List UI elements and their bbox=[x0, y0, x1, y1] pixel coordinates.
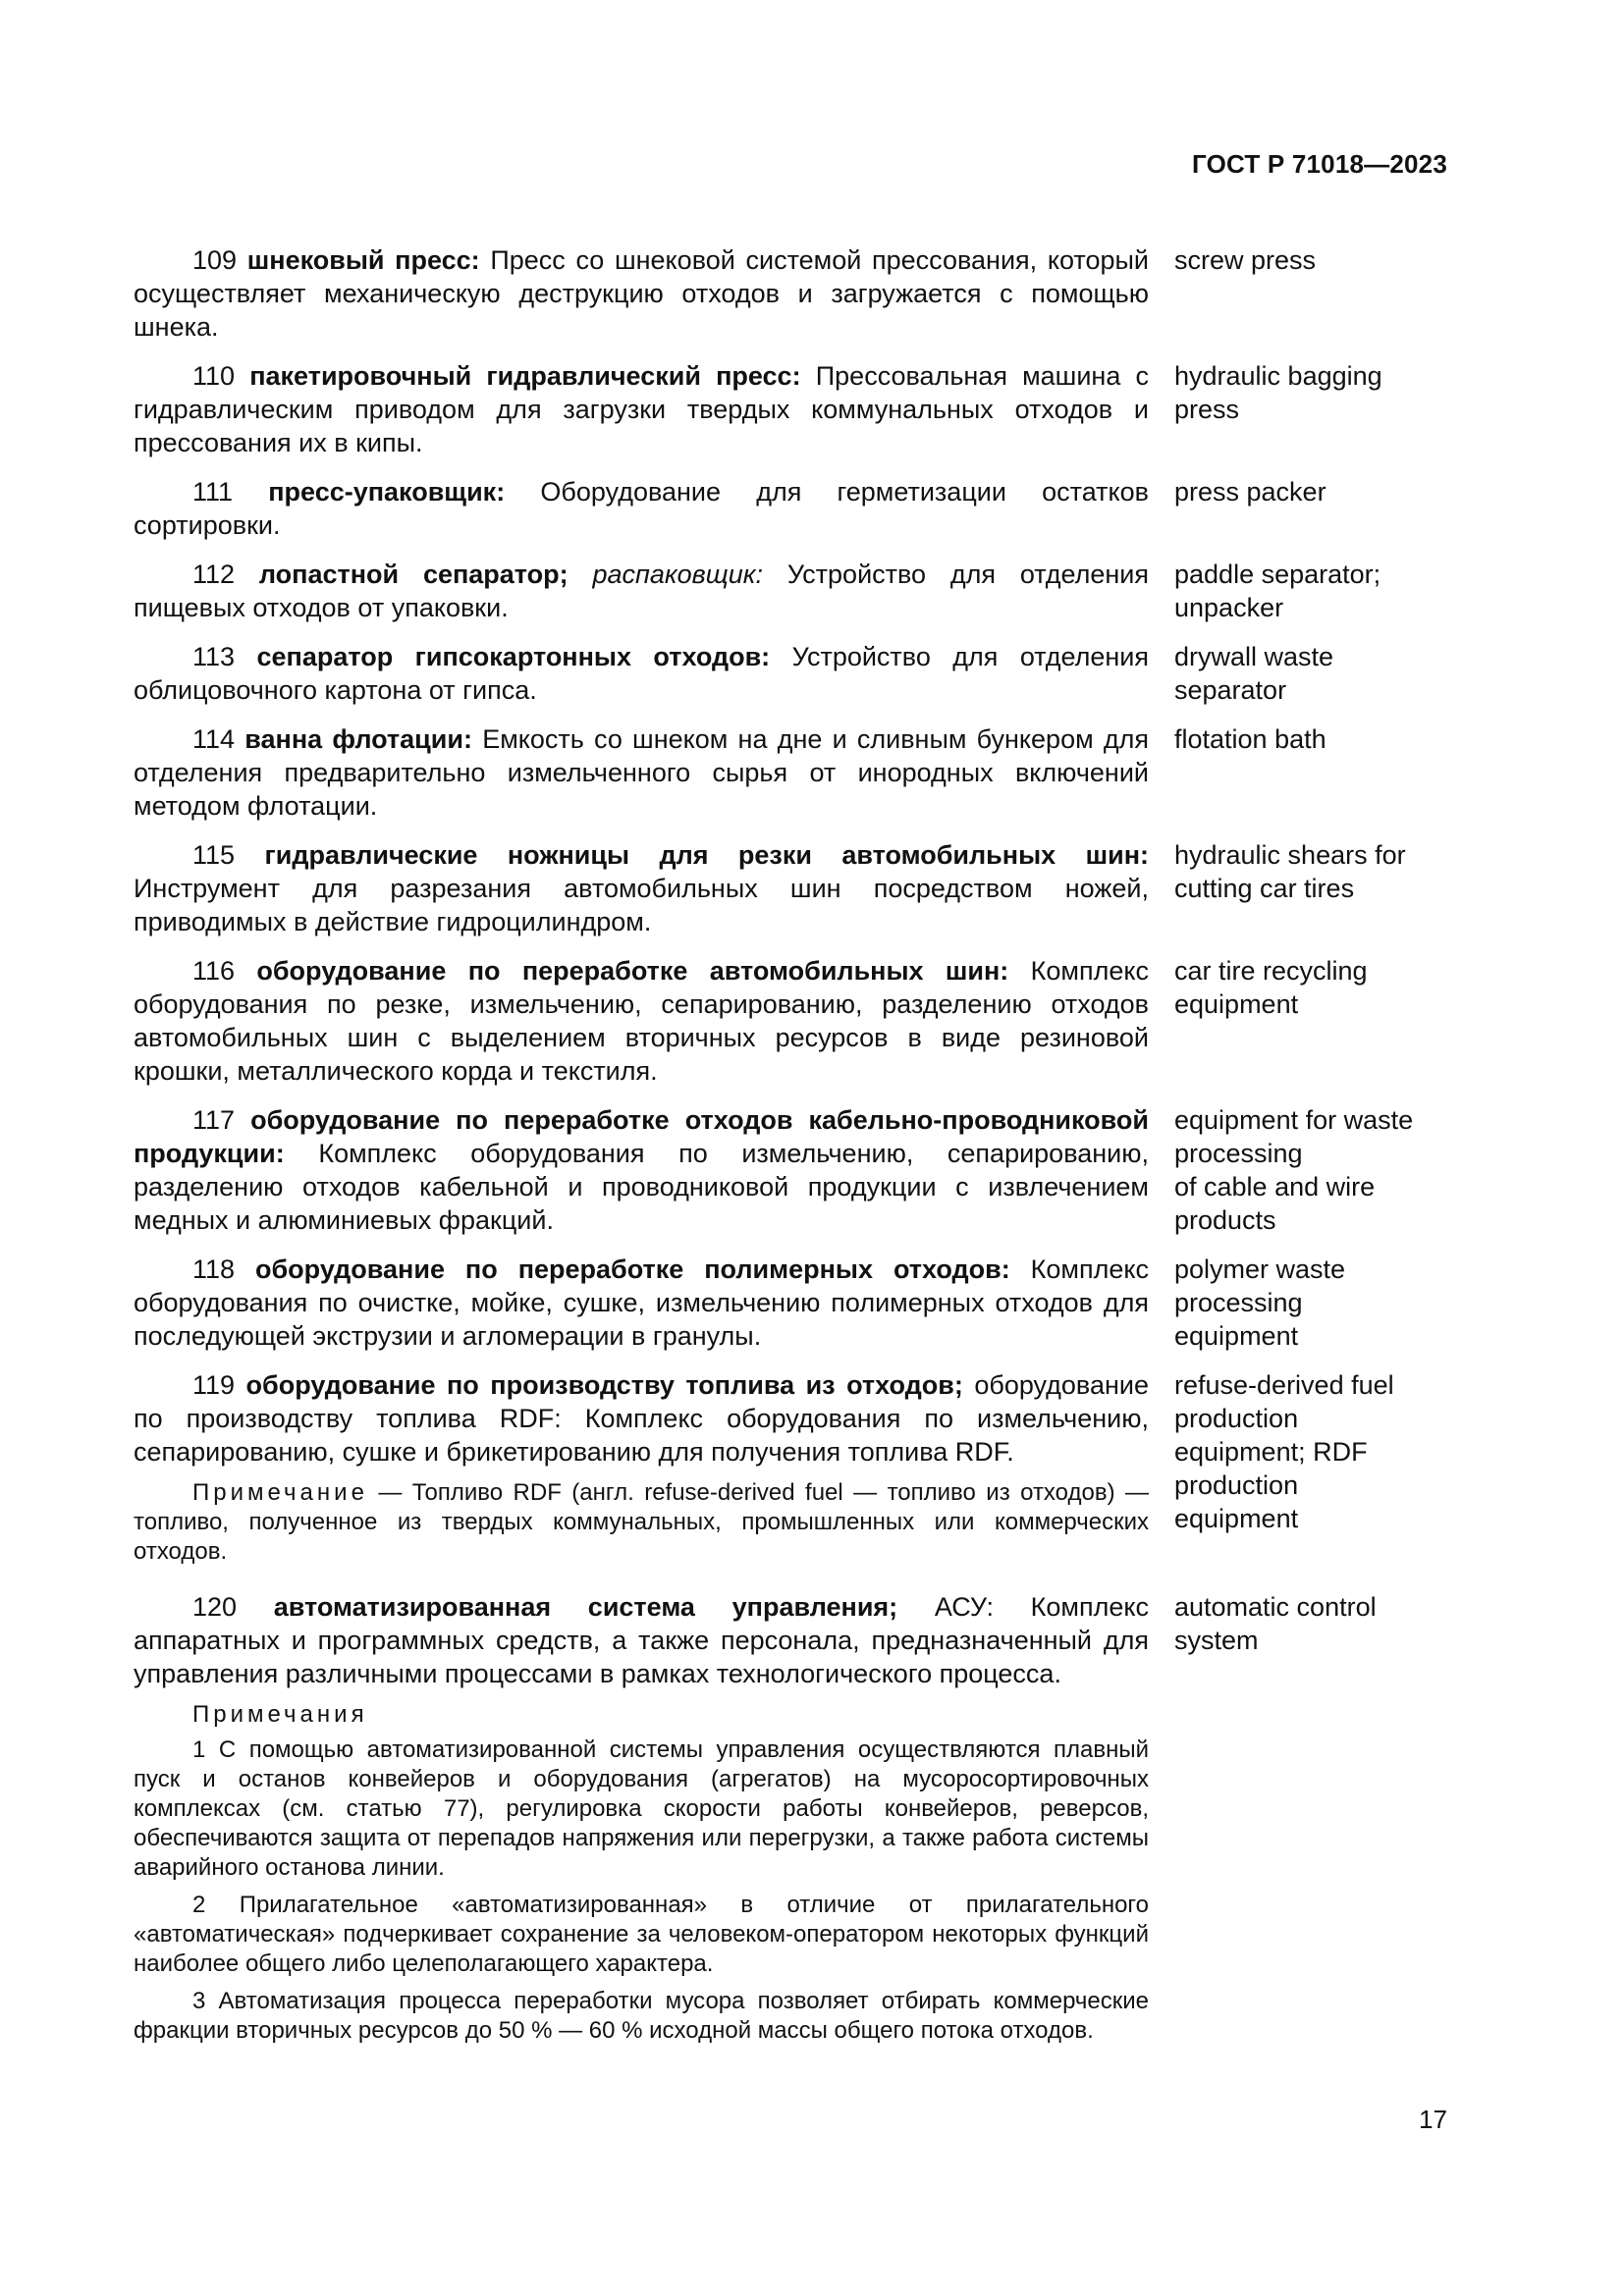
english-equivalent: car tire recycling equipment bbox=[1174, 956, 1368, 1019]
english-equivalent: automatic control system bbox=[1174, 1592, 1377, 1655]
term-number: 117 bbox=[192, 1105, 236, 1135]
note-heading: Примечание bbox=[192, 1479, 368, 1506]
english-equivalent: drywall waste separator bbox=[1174, 642, 1334, 705]
english-equivalent: press packer bbox=[1174, 477, 1326, 507]
term-number: 112 bbox=[192, 560, 236, 589]
term-entry-118 bbox=[134, 1253, 1439, 1353]
term-number: 116 bbox=[192, 956, 236, 986]
term-definition: Оборудование для герметизации остатков сортировки. bbox=[134, 477, 1149, 540]
term-number: 115 bbox=[192, 840, 236, 870]
note-1: 1 С помощью автоматизированной системы управления осуществляются плавный пуск и останов конвейеров и оборудования (агрегатов) на мусоросортировочных комплексах (см. статью 77), регулировка скорости работы конвейеров, реверсов, обеспечиваются защита от перепадов напряжения или перегрузки, а также работа системы аварийного останова линии. bbox=[134, 1736, 1149, 1881]
term-synonym: распаковщик: bbox=[592, 560, 763, 589]
term-entry-111 bbox=[134, 475, 1439, 542]
term-name: пакетировочный гидравлический пресс: bbox=[249, 361, 801, 391]
term-name: оборудование по производству топлива из отходов; bbox=[245, 1370, 963, 1400]
english-equivalent: hydraulic shears for cutting car tires bbox=[1174, 840, 1406, 903]
term-name: автоматизированная система управления; bbox=[273, 1592, 898, 1622]
english-equivalent: polymer waste processing equipment bbox=[1174, 1255, 1346, 1351]
term-definition: Емкость со шнеком на дне и сливным бункером для отделения предварительно измельченного сырья от инородных включений методом флотации. bbox=[134, 724, 1149, 821]
term-entry-110 bbox=[134, 359, 1439, 459]
english-equivalent: screw press bbox=[1174, 245, 1317, 275]
term-name: лопастной сепаратор; bbox=[258, 560, 568, 589]
note-3: 3 Автоматизация процесса переработки мусора позволяет отбирать коммерческие фракции вторичных ресурсов до 50 % — 60 % исходной массы общего потока отходов. bbox=[134, 1988, 1149, 2044]
term-number: 114 bbox=[192, 724, 236, 754]
term-definition: Устройство для отделения пищевых отходов от упаковки. bbox=[134, 560, 1149, 622]
term-entry-120 bbox=[134, 1590, 1439, 2054]
notes-heading: Примечания bbox=[192, 1701, 368, 1728]
note-text: — Топливо RDF (англ. refuse-derived fuel — топливо из отходов) — топливо, полученное из твердых коммунальных, промышленных или коммерческих отходов. bbox=[134, 1479, 1149, 1565]
term-name: пресс-упаковщик: bbox=[268, 477, 506, 507]
term-definition: Комплекс оборудования по резке, измельчению, сепарированию, разделению отходов автомобильных шин с выделением вторичных ресурсов в виде резиновой крошки, металлического корда и текстиля. bbox=[134, 956, 1149, 1086]
term-entry-114 bbox=[134, 722, 1439, 823]
english-equivalent: flotation bath bbox=[1174, 724, 1326, 754]
english-equivalent: equipment for waste processing of cable and wire products bbox=[1174, 1105, 1414, 1235]
term-entry-119 bbox=[134, 1368, 1439, 1575]
term-definition: Комплекс оборудования по измельчению, сепарированию, разделению отходов кабельной и проводниковой продукции с извлечением медных и алюминиевых фракций. bbox=[134, 1139, 1149, 1235]
note-block bbox=[134, 1478, 1149, 1567]
term-name: сепаратор гипсокартонных отходов: bbox=[256, 642, 771, 671]
notes-block bbox=[134, 1700, 1149, 2046]
term-name: ванна флотации: bbox=[244, 724, 472, 754]
page-number: 17 bbox=[1419, 2105, 1447, 2134]
term-definition: оборудование по производству топлива RDF: Комплекс оборудования по измельчению, сепарированию, сушке и брикетированию для получения топлива RDF. bbox=[134, 1370, 1149, 1467]
term-name: шнековый пресс: bbox=[246, 245, 480, 275]
term-name: оборудование по переработке отходов кабельно-проводниковой продукции: bbox=[134, 1105, 1149, 1168]
term-number: 119 bbox=[192, 1370, 236, 1400]
term-number: 111 bbox=[192, 477, 234, 507]
term-definition: Устройство для отделения облицовочного картона от гипса. bbox=[134, 642, 1149, 705]
term-definition: Инструмент для разрезания автомобильных шин посредством ножей, приводимых в действие гидроцилиндром. bbox=[134, 874, 1149, 936]
term-number: 109 bbox=[192, 245, 238, 275]
term-entry-109 bbox=[134, 243, 1439, 344]
english-equivalent: paddle separator; unpacker bbox=[1174, 560, 1381, 622]
term-number: 120 bbox=[192, 1592, 238, 1622]
english-equivalent: refuse-derived fuel production equipment; RDF production equipment bbox=[1174, 1370, 1394, 1533]
term-number: 118 bbox=[192, 1255, 236, 1284]
term-entry-116 bbox=[134, 954, 1439, 1088]
term-entry-112 bbox=[134, 558, 1439, 624]
term-number: 113 bbox=[192, 642, 236, 671]
term-entry-117 bbox=[134, 1103, 1439, 1237]
term-name: оборудование по переработке автомобильных шин: bbox=[256, 956, 1009, 986]
note-2: 2 Прилагательное «автоматизированная» в отличие от прилагательного «автоматическая» подчеркивает сохранение за человеком-оператором некоторых функций наиболее общего либо целеполагающего характера. bbox=[134, 1892, 1149, 1977]
terms-list bbox=[134, 243, 1439, 2069]
english-equivalent: hydraulic bagging press bbox=[1174, 361, 1382, 424]
term-definition: Комплекс аппаратных и программных средств, а также персонала, предназначенный для управления различными процессами в рамках технологического процесса. bbox=[134, 1592, 1149, 1688]
term-number: 110 bbox=[192, 361, 236, 391]
term-name: гидравлические ножницы для резки автомобильных шин: bbox=[264, 840, 1149, 870]
term-entry-113 bbox=[134, 640, 1439, 707]
document-number: ГОСТ Р 71018—2023 bbox=[1192, 149, 1447, 179]
term-definition: Прессовальная машина с гидравлическим приводом для загрузки твердых коммунальных отходов и прессования их в кипы. bbox=[134, 361, 1149, 457]
term-synonym: АСУ: bbox=[934, 1592, 994, 1622]
term-name: оборудование по переработке полимерных отходов: bbox=[255, 1255, 1010, 1284]
term-definition: Комплекс оборудования по очистке, мойке, сушке, измельчению полимерных отходов для последующей экструзии и агломерации в гранулы. bbox=[134, 1255, 1149, 1351]
term-definition: Пресс со шнековой системой прессования, который осуществляет механическую деструкцию отходов и загружается с помощью шнека. bbox=[134, 245, 1149, 342]
term-entry-115 bbox=[134, 838, 1439, 938]
